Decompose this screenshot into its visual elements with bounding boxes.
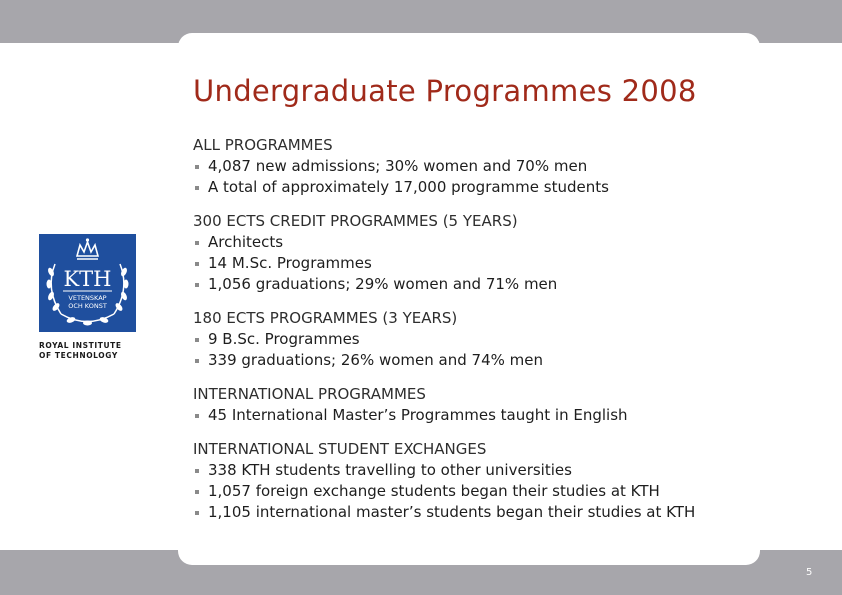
slide-body [193, 135, 753, 536]
bullet-item: 1,057 foreign exchange students began their studies at KTH [193, 481, 753, 502]
bullet-square-icon [195, 469, 199, 473]
section-heading: INTERNATIONAL STUDENT EXCHANGES [193, 440, 487, 458]
section-heading: INTERNATIONAL PROGRAMMES [193, 385, 426, 403]
bullet-square-icon [195, 511, 199, 515]
page-number: 5 [806, 567, 813, 578]
section-180-ects [193, 308, 753, 371]
section-heading: 180 ECTS PROGRAMMES (3 YEARS) [193, 309, 458, 327]
bullet-square-icon [195, 186, 199, 190]
section-heading: ALL PROGRAMMES [193, 136, 333, 154]
bullet-square-icon [195, 241, 199, 245]
section-300-ects [193, 211, 753, 295]
bullet-item: 4,087 new admissions; 30% women and 70% men [193, 156, 753, 177]
logo-monogram: KTH [63, 267, 112, 291]
bullet-square-icon [195, 338, 199, 342]
bullet-item: 338 KTH students travelling to other universities [193, 460, 753, 481]
bullet-square-icon [195, 283, 199, 287]
logo-caption-line2: OF TECHNOLOGY [39, 351, 118, 360]
section-international-programmes [193, 384, 753, 426]
bullet-item: A total of approximately 17,000 programme students [193, 177, 753, 198]
section-student-exchanges [193, 439, 753, 523]
bullet-square-icon [195, 165, 199, 169]
logo-motto-line1: VETENSKAP [68, 294, 107, 302]
kth-logo [39, 234, 136, 332]
bullet-square-icon [195, 490, 199, 494]
bullet-item: 9 B.Sc. Programmes [193, 329, 753, 350]
bullet-item: 45 International Master’s Programmes taught in English [193, 405, 753, 426]
bullet-square-icon [195, 262, 199, 266]
bullet-item: 1,056 graduations; 29% women and 71% men [193, 274, 753, 295]
bullet-item: 339 graduations; 26% women and 74% men [193, 350, 753, 371]
bullet-item: 1,105 international master’s students began their studies at KTH [193, 502, 753, 523]
section-heading: 300 ECTS CREDIT PROGRAMMES (5 YEARS) [193, 212, 518, 230]
bullet-item: 14 M.Sc. Programmes [193, 253, 753, 274]
bullet-item: Architects [193, 232, 753, 253]
slide-title: Undergraduate Programmes 2008 [193, 74, 697, 108]
logo-caption-line1: ROYAL INSTITUTE [39, 341, 122, 350]
bullet-square-icon [195, 359, 199, 363]
logo-motto-line2: OCH KONST [68, 302, 107, 310]
bullet-square-icon [195, 414, 199, 418]
logo-caption [39, 341, 139, 361]
section-all-programmes [193, 135, 753, 198]
